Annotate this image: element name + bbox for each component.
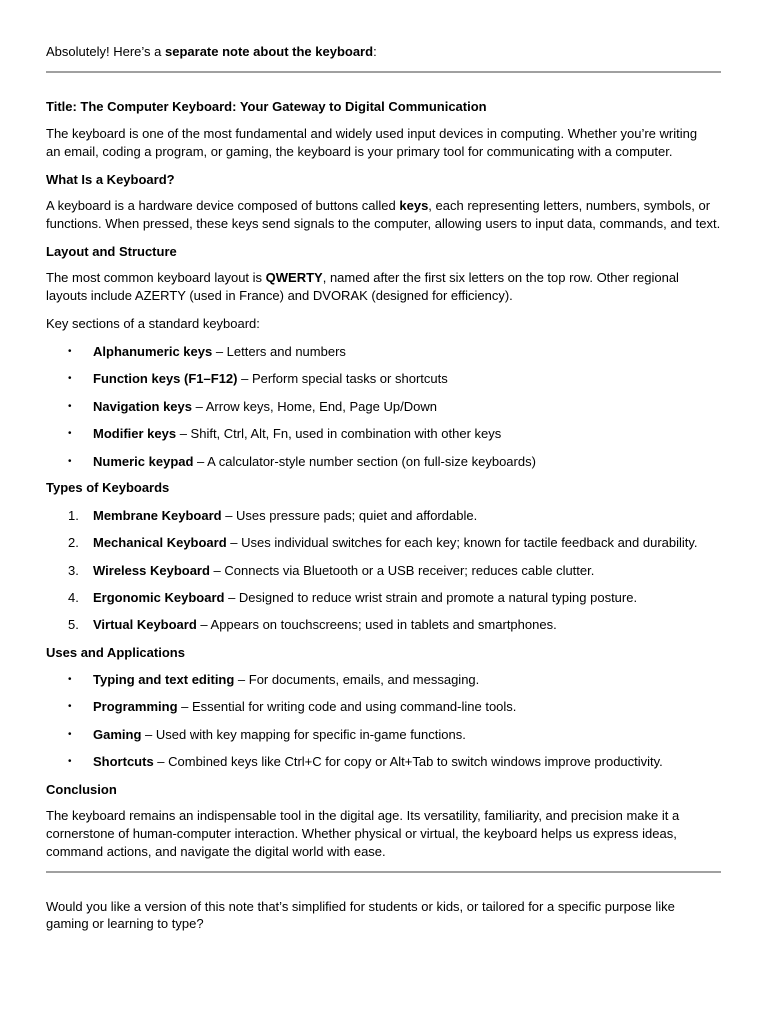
lead-line-1: The keyboard is one of the most fundamental and widely used input devices in computing. Whether you’re writing — [46, 126, 698, 141]
list-number: 4. — [68, 590, 79, 605]
list-item: Ergonomic Keyboard – Designed to reduce wrist strain and promote a natural typing posture. — [93, 590, 638, 605]
list-item: Navigation keys – Arrow keys, Home, End, Page Up/Down — [93, 399, 437, 414]
note-title: Title: The Computer Keyboard: Your Gateway to Digital Communication — [46, 99, 487, 114]
list-item: Membrane Keyboard – Uses pressure pads; quiet and affordable. — [93, 508, 478, 523]
list-item: Shortcuts – Combined keys like Ctrl+C for copy or Alt+Tab to switch windows improve productivity. — [93, 754, 663, 769]
conclusion-line-1: The keyboard remains an indispensable tool in the digital age. Its versatility, familiarity, and precision make it a — [46, 808, 680, 823]
list-bullet: • — [68, 674, 72, 685]
layout-line-1: The most common keyboard layout is QWERTY, named after the first six letters on the top row. Other regional — [46, 270, 679, 285]
list-bullet: • — [68, 346, 72, 357]
list-item: Gaming – Used with key mapping for specific in-game functions. — [93, 727, 466, 742]
bottom-divider — [46, 871, 721, 873]
list-item: Alphanumeric keys – Letters and numbers — [93, 344, 346, 359]
list-bullet: • — [68, 428, 72, 439]
list-item: Wireless Keyboard – Connects via Bluetooth or a USB receiver; reduces cable clutter. — [93, 563, 595, 578]
followup-line-2: gaming or learning to type? — [46, 916, 204, 931]
what-line-2: functions. When pressed, these keys send signals to the computer, allowing users to input data, commands, and text. — [46, 216, 721, 231]
types-heading: Types of Keyboards — [46, 480, 170, 495]
list-item: Function keys (F1–F12) – Perform special tasks or shortcuts — [93, 371, 448, 386]
list-number: 1. — [68, 508, 79, 523]
list-number: 3. — [68, 563, 79, 578]
list-number: 5. — [68, 617, 79, 632]
list-item: Numeric keypad – A calculator-style number section (on full-size keyboards) — [93, 454, 536, 469]
top-divider — [46, 71, 721, 73]
intro-line: Absolutely! Here’s a separate note about the keyboard: — [46, 44, 377, 59]
list-bullet: • — [68, 756, 72, 767]
layout-line-2: layouts include AZERTY (used in France) and DVORAK (designed for efficiency). — [46, 288, 513, 303]
list-item: Programming – Essential for writing code and using command-line tools. — [93, 699, 517, 714]
conclusion-heading: Conclusion — [46, 782, 117, 797]
list-item: Typing and text editing – For documents, emails, and messaging. — [93, 672, 480, 687]
list-bullet: • — [68, 373, 72, 384]
layout-heading: Layout and Structure — [46, 244, 177, 259]
list-bullet: • — [68, 701, 72, 712]
lead-line-2: an email, coding a program, or gaming, the keyboard is your primary tool for communicating with a computer. — [46, 144, 673, 159]
sections-intro: Key sections of a standard keyboard: — [46, 316, 260, 331]
conclusion-line-2: cornerstone of human-computer interaction. Whether physical or virtual, the keyboard helps us express ideas, — [46, 826, 677, 841]
list-bullet: • — [68, 729, 72, 740]
list-number: 2. — [68, 535, 79, 550]
what-line-1: A keyboard is a hardware device composed of buttons called keys, each representing letters, numbers, symbols, or — [46, 198, 711, 213]
uses-heading: Uses and Applications — [46, 645, 185, 660]
followup-line-1: Would you like a version of this note that’s simplified for students or kids, or tailored for a specific purpose like — [46, 899, 675, 914]
list-bullet: • — [68, 401, 72, 412]
what-heading: What Is a Keyboard? — [46, 172, 175, 187]
list-item: Virtual Keyboard – Appears on touchscreens; used in tablets and smartphones. — [93, 617, 557, 632]
conclusion-line-3: command actions, and navigate the digital world with ease. — [46, 844, 386, 859]
list-item: Mechanical Keyboard – Uses individual switches for each key; known for tactile feedback and durability. — [93, 535, 698, 550]
list-bullet: • — [68, 456, 72, 467]
list-item: Modifier keys – Shift, Ctrl, Alt, Fn, used in combination with other keys — [93, 426, 502, 441]
